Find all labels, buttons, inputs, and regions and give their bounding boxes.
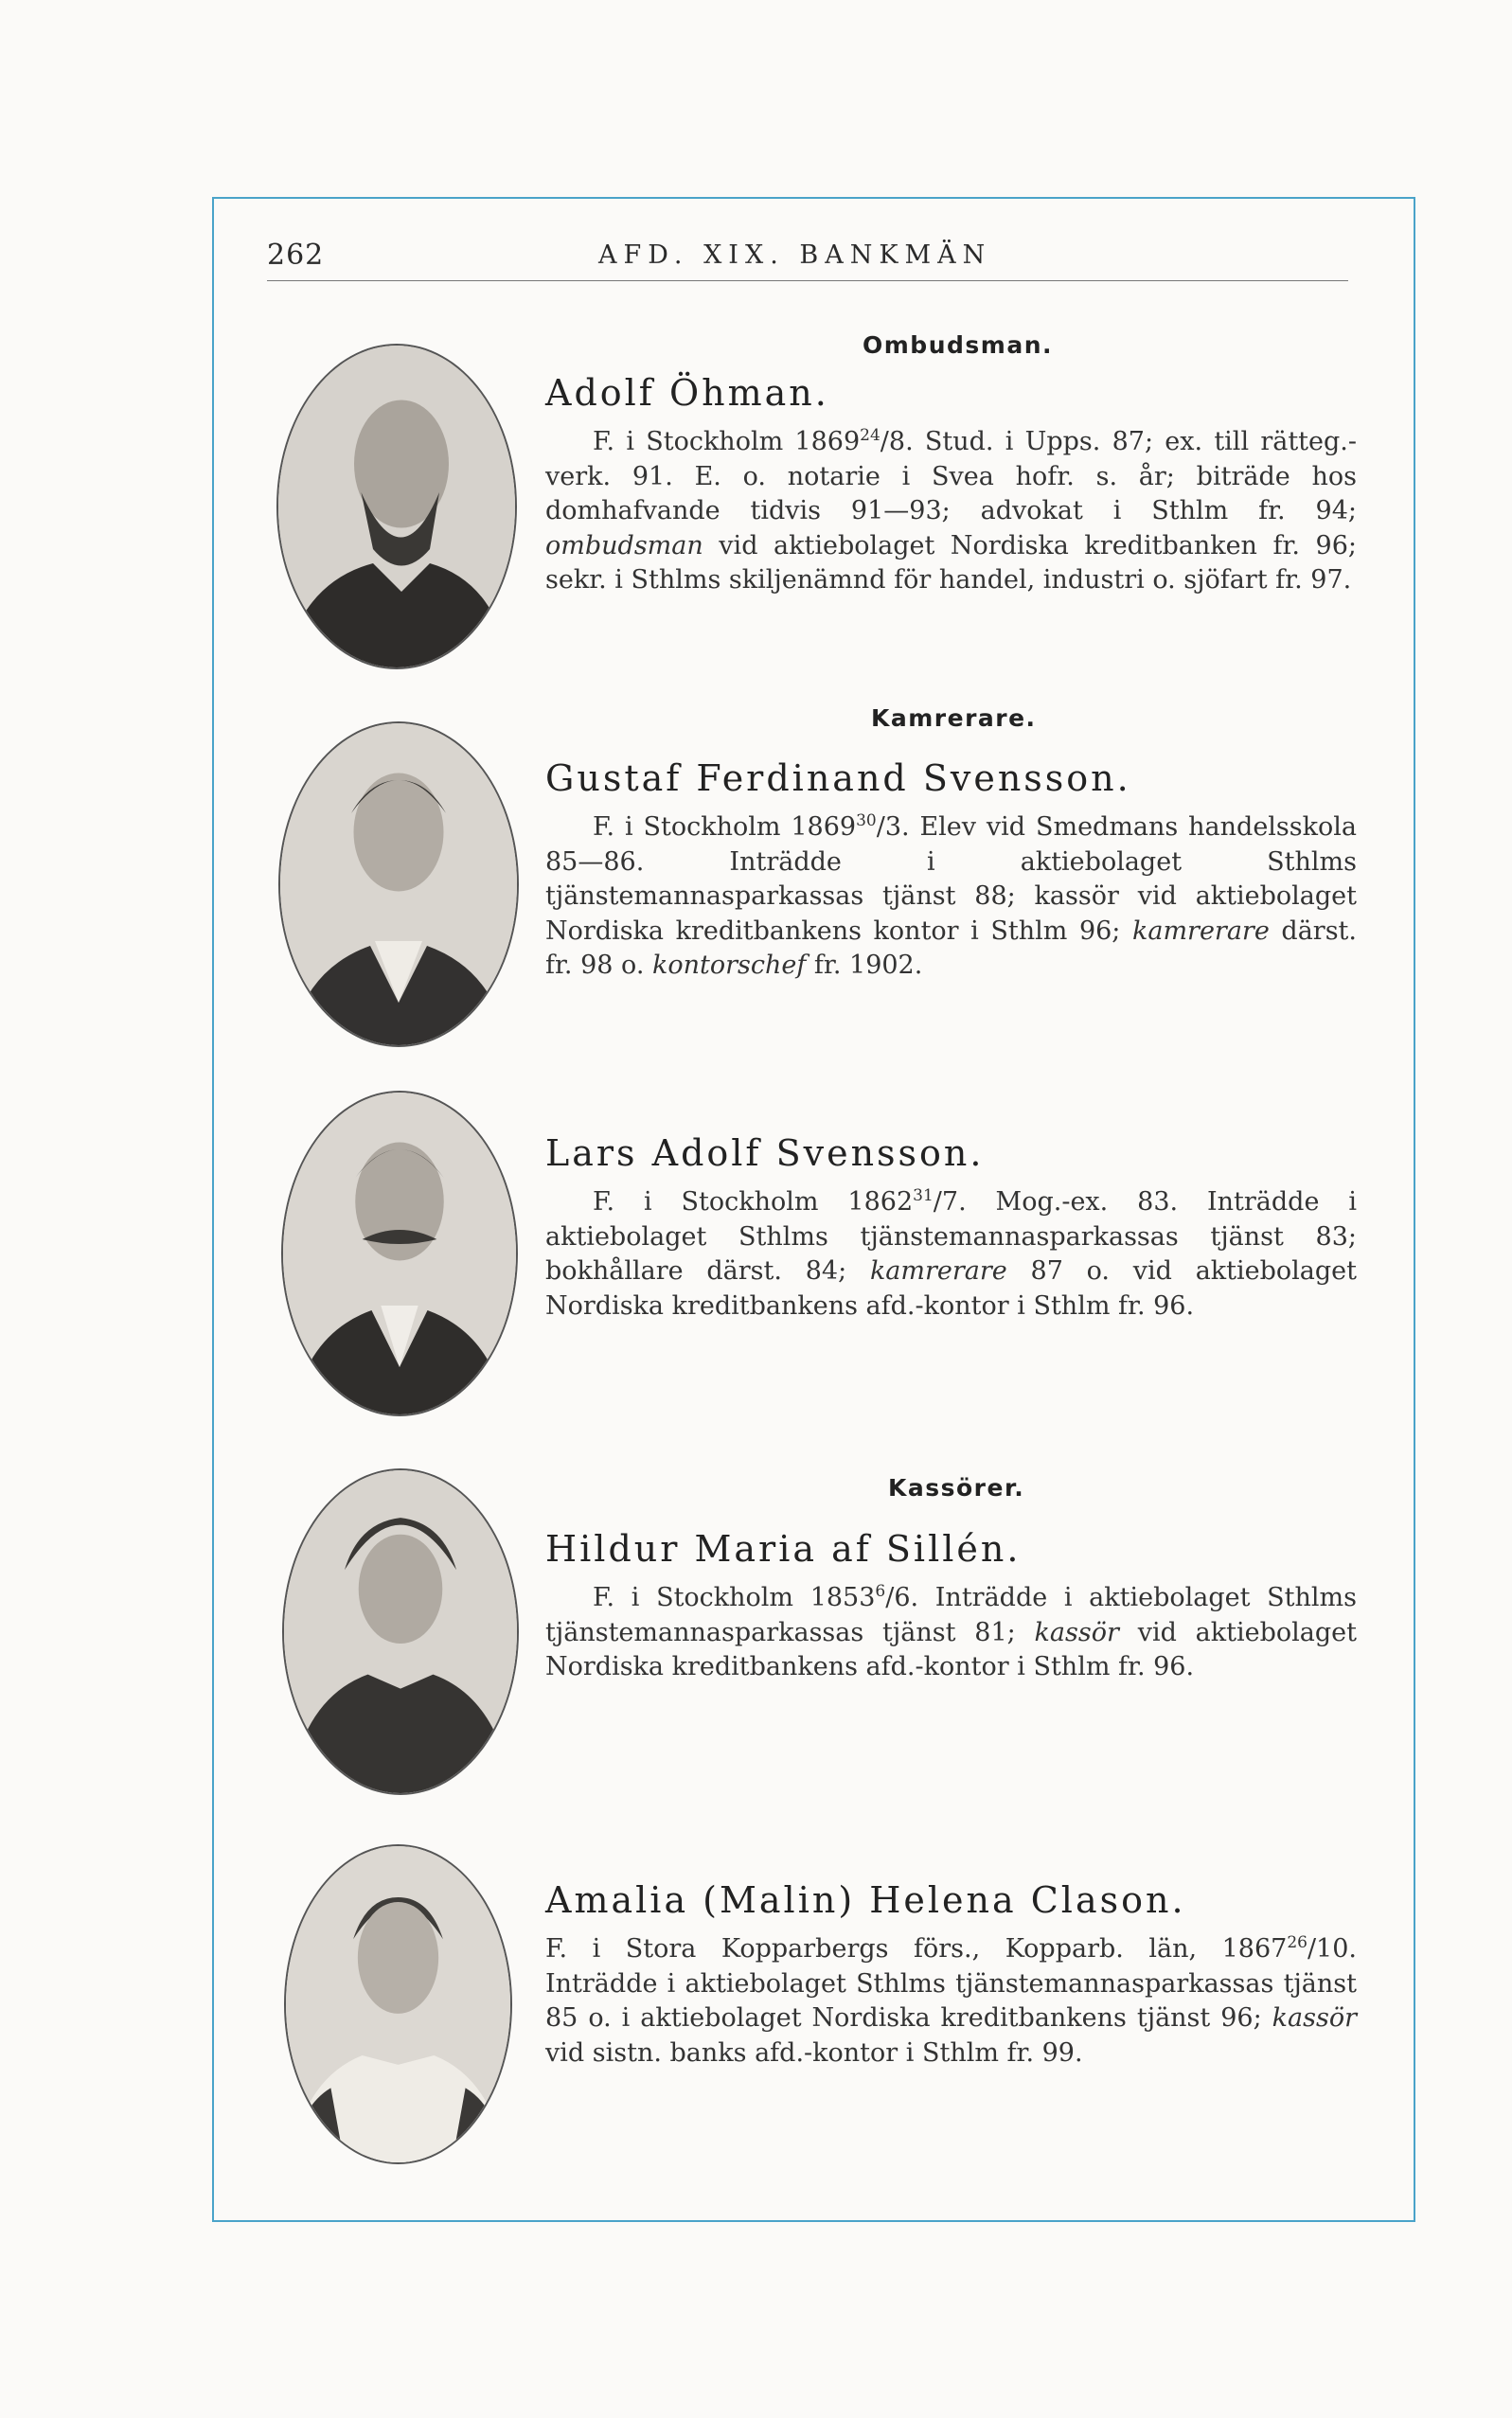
entry-lars-adolf-svensson (545, 1132, 1357, 1324)
person-bio: F. i Stockholm 1862$^{31}$/7. Mog.-ex. 83. Inträdde i aktiebolaget Sthlms tjänstemannasparkassas tjänst 83; bokhållare därst. 84; kamrerare 87 o. vid aktiebolaget Nordiska kreditbankens afd.-kontor i Sthlm fr. 96. (545, 1186, 1357, 1321)
person-name: Hildur Maria af Sillén. (545, 1528, 1022, 1570)
person-name: Amalia (Malin) Helena Clason. (545, 1879, 1186, 1921)
person-name: Gustaf Ferdinand Svensson. (545, 757, 1131, 799)
entry-adolf-ohman (545, 372, 1357, 598)
entry-amalia-malin-helena-clason (545, 1879, 1357, 2071)
person-bio: F. i Stockholm 1853$^6$/6. Inträdde i aktiebolaget Sthlms tjänstemannasparkassas tjänst 81; kassör vid aktiebolaget Nordiska kreditbankens afd.-kontor i Sthlm fr. 96. (545, 1582, 1357, 1681)
page-header (267, 239, 1348, 281)
person-bio: F. i Stockholm 1869$^{30}$/3. Elev vid Smedmans handelsskola 85—86. Inträdde i aktiebolaget Sthlms tjänstemannasparkassas tjänst 88; kassör vid aktiebolaget Nordiska kreditbankens kontor i Sthlm 96; kamrerare därst. fr. 98 o. kontorschef fr. 1902. (545, 811, 1357, 980)
entry-gustaf-ferdinand-svensson (545, 757, 1357, 984)
section-heading-ombudsman: Ombudsman. (863, 331, 1053, 359)
page-number: 262 (267, 239, 325, 272)
portrait-hildur-maria-af-sillen (282, 1468, 519, 1795)
portrait-gustaf-ferdinand-svensson (278, 721, 519, 1047)
section-heading-kamrerare: Kamrerare. (871, 704, 1037, 732)
running-head: AFD. XIX. BANKMÄN (598, 240, 992, 270)
portrait-lars-adolf-svensson (281, 1091, 518, 1416)
person-bio: F. i Stora Kopparbergs förs., Kopparb. län, 1867$^{26}$/10. Inträdde i aktiebolaget Sthlms tjänstemannasparkassas tjänst 85 o. i aktiebolaget Nordiska kreditbankens tjänst 96; kassör vid sistn. banks afd.-kontor i Sthlm fr. 99. (545, 1933, 1357, 2068)
person-bio: F. i Stockholm 1869$^{24}$/8. Stud. i Upps. 87; ex. till rätteg.-verk. 91. E. o. notarie i Svea hofr. s. år; biträde hos domhafvande tidvis 91—93; advokat i Sthlm fr. 94; ombudsman vid aktiebolaget Nordiska kreditbanken fr. 96; sekr. i Sthlms skiljenämnd för handel, industri o. sjöfart fr. 97. (545, 426, 1357, 595)
portrait-adolf-ohman (276, 344, 517, 669)
portrait-amalia-malin-helena-clason (284, 1844, 512, 2164)
person-name: Adolf Öhman. (545, 372, 829, 414)
entry-hildur-maria-af-sillen (545, 1528, 1357, 1685)
person-name: Lars Adolf Svensson. (545, 1132, 985, 1174)
section-heading-kassorer: Kassörer. (888, 1474, 1025, 1502)
